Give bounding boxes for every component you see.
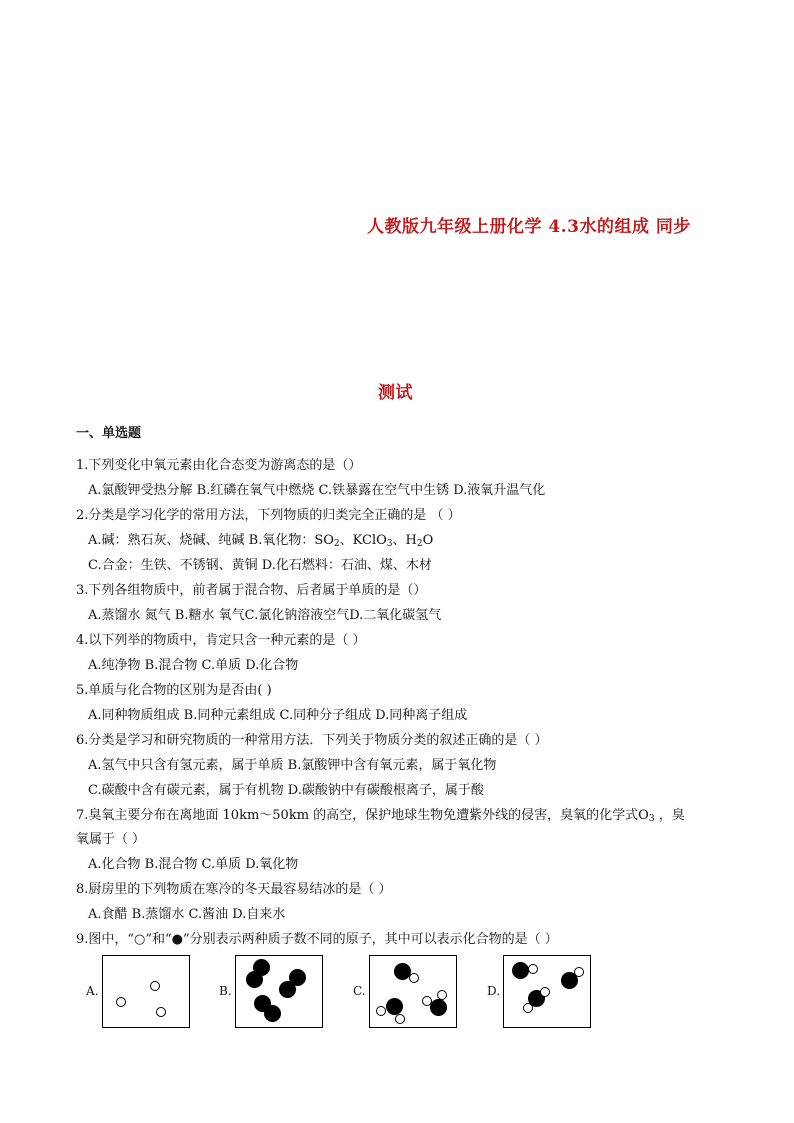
- figure-c-label: C.: [353, 984, 366, 998]
- question-3-options: A.蒸馏水 氮气 B.糖水 氧气C.氯化钠溶液空气D.二氧化碳氢气: [88, 608, 442, 623]
- figure-b-label: B.: [219, 984, 232, 998]
- white-atom: [116, 997, 126, 1007]
- black-atom: [512, 962, 529, 979]
- black-atom: [246, 971, 263, 988]
- white-atom: [150, 981, 160, 991]
- black-atom: [279, 981, 296, 998]
- question-7-stem: 7.臭氧主要分布在离地面 10km～50km 的高空，保护地球生物免遭紫外线的侵害，臭氧的化学式$O_3$ ，臭: [76, 808, 685, 824]
- question-8-stem: 8.厨房里的下列物质在寒冷的冬天最容易结冰的是（ ）: [76, 882, 392, 897]
- question-6-stem: 6.分类是学习和研究物质的一种常用方法．下列关于物质分类的叙述正确的是（ ）: [76, 733, 548, 748]
- white-atom: [376, 1006, 386, 1016]
- figure-c-box: [369, 955, 457, 1028]
- question-5-stem: 5.单质与化合物的区别为是否由( ): [76, 683, 272, 698]
- black-atom: [264, 1005, 281, 1022]
- question-7-options: A.化合物 B.混合物 C.单质 D.氧化物: [88, 857, 299, 872]
- black-atom: [386, 998, 403, 1015]
- white-atom: [156, 1007, 166, 1017]
- figure-a-box: [102, 955, 190, 1028]
- white-atom: [528, 964, 538, 974]
- question-4-stem: 4.以下列举的物质中，肯定只含一种元素的是（ ）: [76, 633, 366, 648]
- question-6-options-1: A.氢气中只含有氢元素，属于单质 B.氯酸钾中含有氧元素，属于氧化物: [88, 758, 497, 773]
- white-atom: [540, 987, 550, 997]
- white-atom: [409, 973, 419, 983]
- question-2-options-1: A.碱：熟石灰、烧碱、纯碱 B.氧化物：$SO_2$、KClO$_3$、$H_2O$: [88, 533, 434, 549]
- figure-a-label: A.: [86, 984, 99, 998]
- figure-b-box: [235, 955, 323, 1028]
- question-6-options-2: C.碳酸中含有碳元素，属于有机物 D.碳酸钠中有碳酸根离子，属于酸: [88, 783, 484, 798]
- white-atom: [422, 996, 432, 1006]
- white-atom: [437, 990, 447, 1000]
- question-1-options: A.氯酸钾受热分解 B.红磷在氧气中燃烧 C.铁暴露在空气中生锈 D.液氧升温气化: [88, 483, 546, 498]
- question-3-stem: 3.下列各组物质中，前者属于混合物、后者属于单质的是（）: [76, 583, 427, 598]
- question-5-options: A.同种物质组成 B.同种元素组成 C.同种分子组成 D.同种离子组成: [88, 708, 468, 723]
- white-atom: [523, 1003, 533, 1013]
- black-atom: [430, 999, 447, 1016]
- white-atom: [395, 1014, 405, 1024]
- figure-d-label: D.: [487, 984, 501, 998]
- question-4-options: A.纯净物 B.混合物 C.单质 D.化合物: [88, 658, 299, 673]
- question-1-stem: 1.下列变化中氧元素由化合态变为游离态的是（）: [76, 458, 362, 473]
- question-7-stem-continued: 氧属于（ ）: [76, 832, 146, 847]
- page-title-continued: 测试: [378, 383, 413, 403]
- white-atom: [574, 967, 584, 977]
- question-2-options-2: C.合金：生铁、不锈钢、黄铜 D.化石燃料：石油、煤、木材: [88, 558, 432, 573]
- question-8-options: A.食醋 B.蒸馏水 C.酱油 D.自来水: [88, 907, 286, 922]
- question-9-stem: 9.图中，“○”和“●”分别表示两种质子数不同的原子，其中可以表示化合物的是（ ）: [76, 932, 558, 947]
- section-heading: 一、单选题: [76, 426, 142, 441]
- figure-d-box: [503, 955, 591, 1028]
- page-title: 人教版九年级上册化学 4.3水的组成 同步: [367, 217, 691, 237]
- question-2-stem: 2.分类是学习化学的常用方法，下列物质的归类完全正确的是 （ ）: [76, 508, 461, 523]
